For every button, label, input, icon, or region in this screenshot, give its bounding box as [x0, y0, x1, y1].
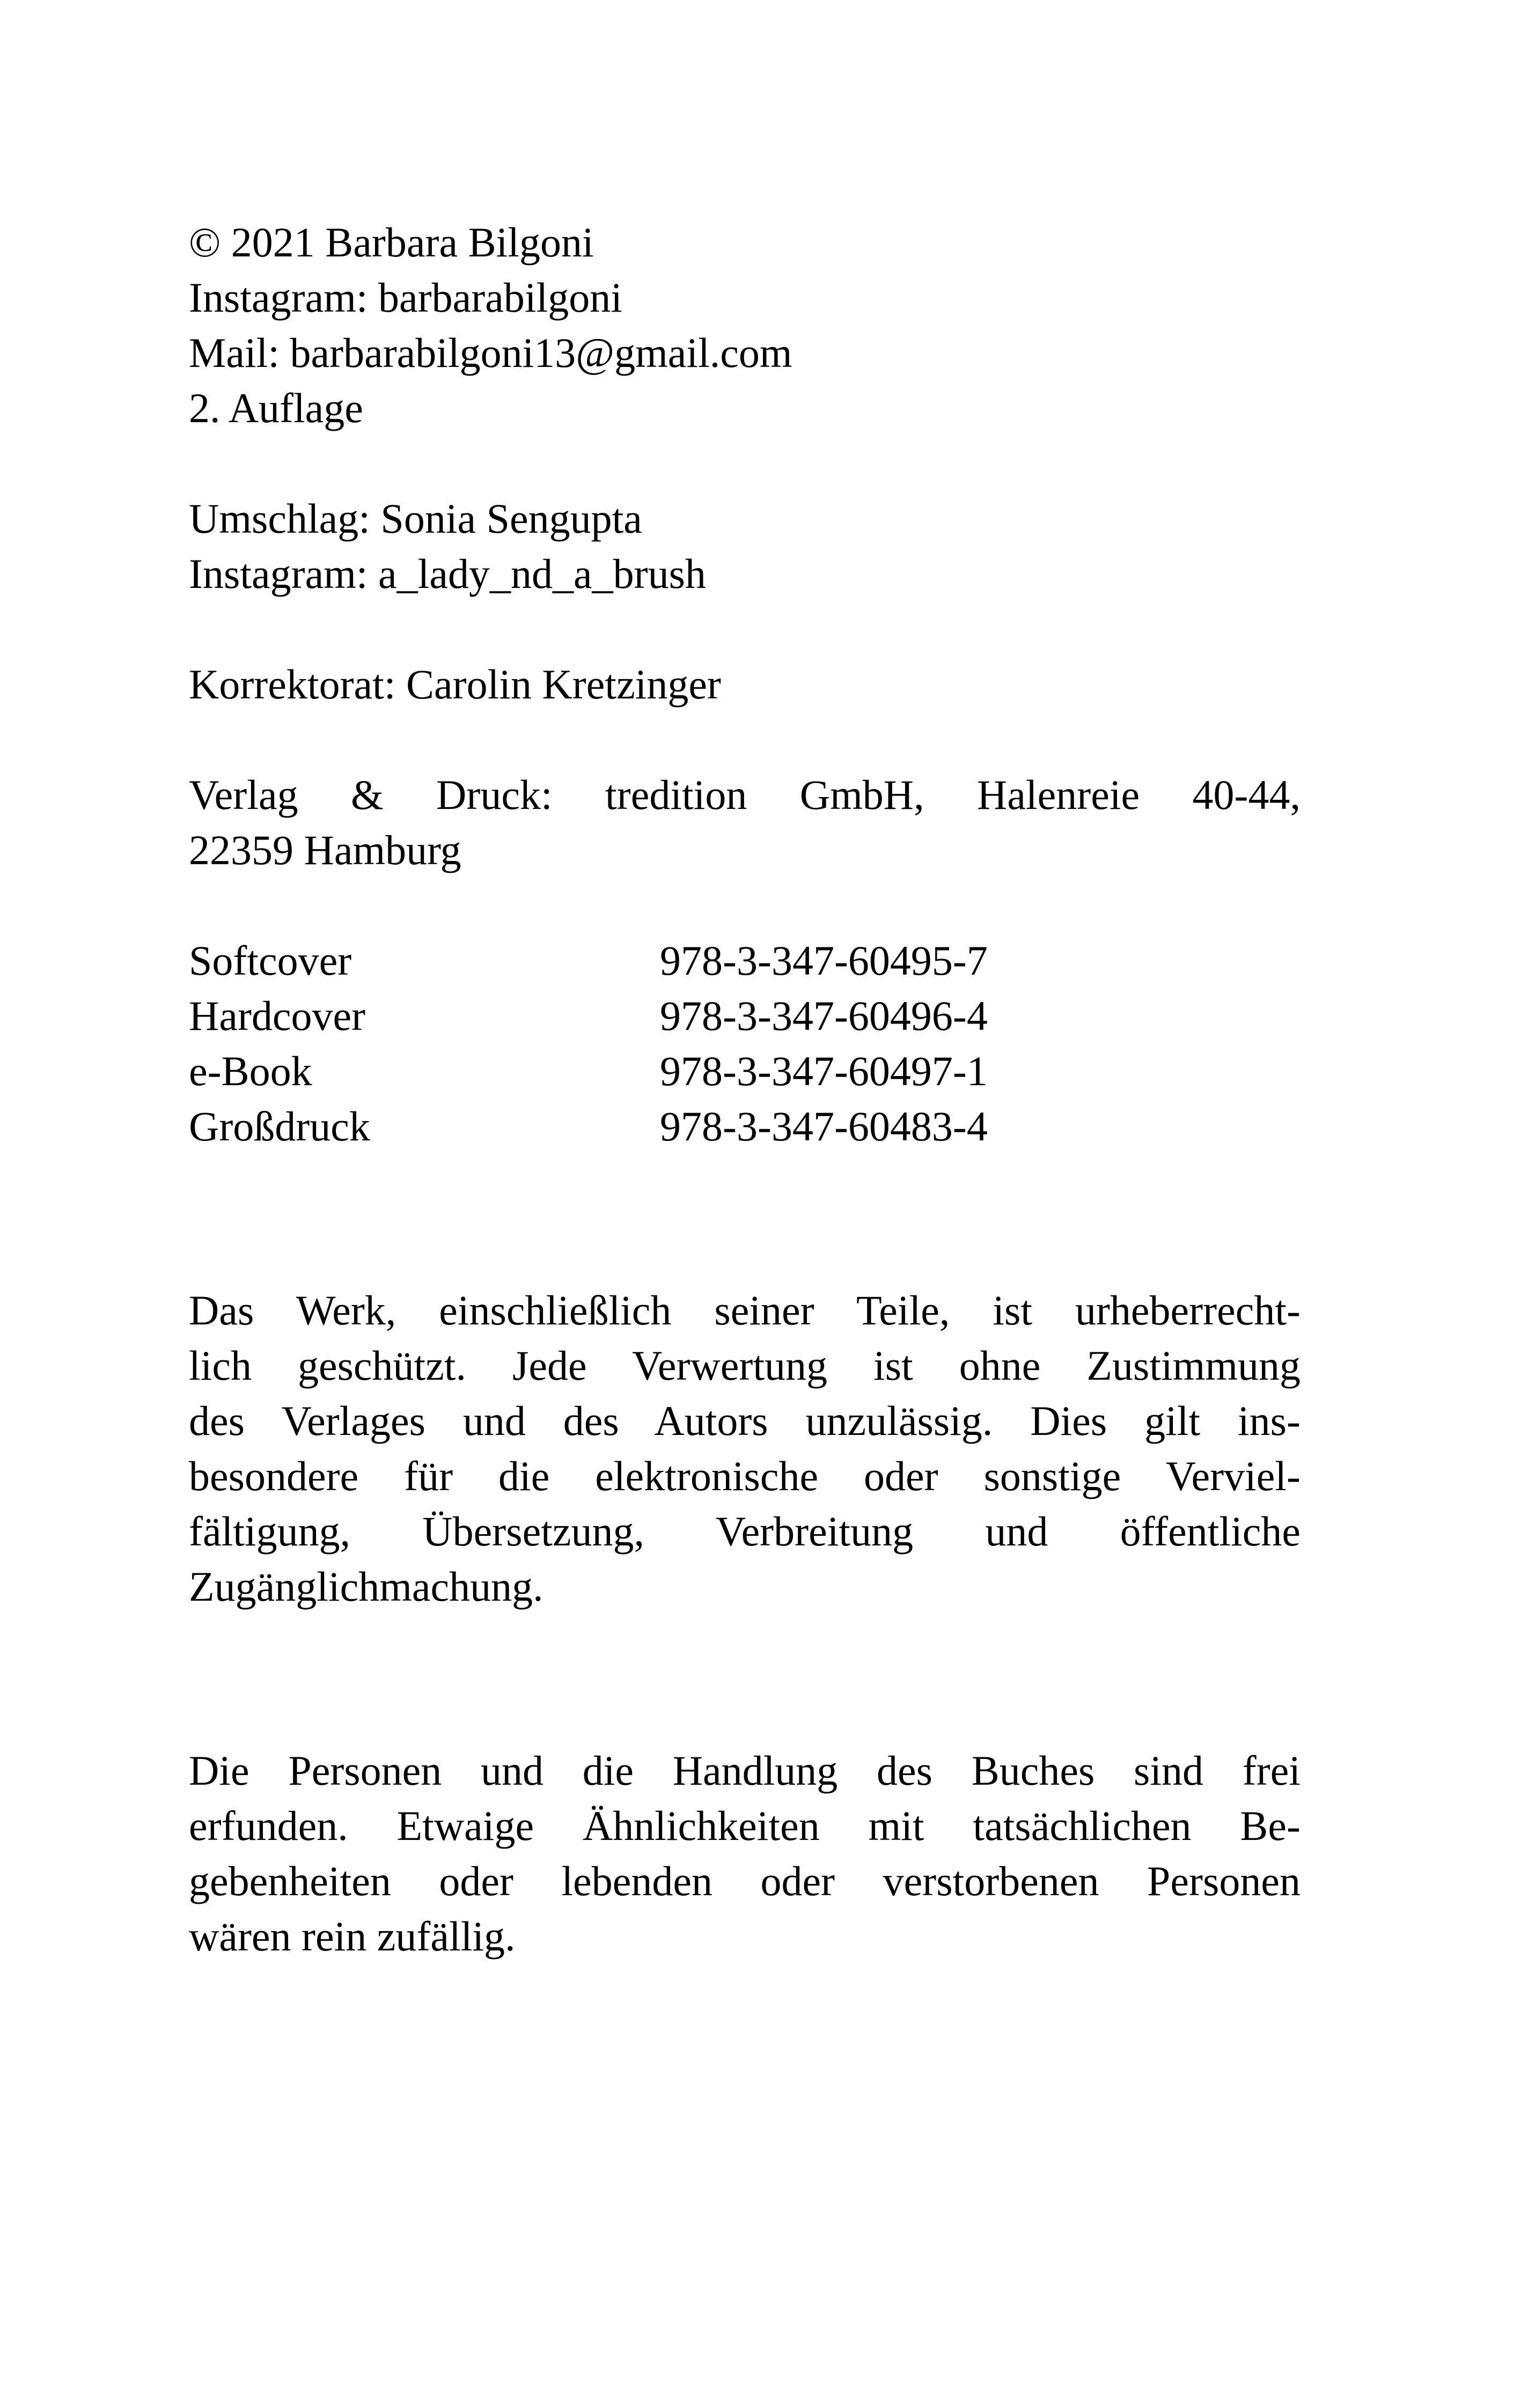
isbn-format: Softcover	[189, 937, 352, 984]
spacer	[189, 1154, 1300, 1283]
disclaimer-line: Die Personen und die Handlung des Buches sind frei	[189, 1747, 1300, 1794]
isbn-table	[189, 933, 988, 1154]
imprint-page-content	[189, 215, 1300, 1964]
isbn-number: 978-3-347-60483-4	[660, 1103, 988, 1150]
cover-instagram: Instagram: a_lady_nd_a_brush	[189, 550, 706, 597]
spacer	[189, 436, 1300, 491]
disclaimer-line: gebenheiten oder lebenden oder verstorbenen Personen	[189, 1858, 1300, 1904]
proofreading-block	[189, 657, 1300, 712]
author-mail: Mail: barbarabilgoni13@gmail.com	[189, 329, 792, 376]
spacer	[189, 601, 1300, 657]
cover-credit-block	[189, 491, 1300, 601]
copyright-line: © 2021 Barbara Bilgoni	[189, 219, 594, 266]
spacer	[189, 1614, 1300, 1743]
isbn-row	[189, 933, 988, 988]
isbn-number: 978-3-347-60497-1	[660, 1048, 988, 1094]
isbn-format: e-Book	[189, 1048, 312, 1094]
publisher-line-2: 22359 Hamburg	[189, 827, 461, 873]
disclaimer-line: erfunden. Etwaige Ähnlichkeiten mit tatsächlichen Be-	[189, 1802, 1300, 1849]
spacer	[189, 712, 1300, 767]
isbn-format: Hardcover	[189, 992, 366, 1039]
edition-line: 2. Auflage	[189, 385, 363, 431]
cover-designer: Umschlag: Sonia Sengupta	[189, 495, 642, 542]
notice-line: lich geschützt. Jede Verwertung ist ohne Zustimmung	[189, 1342, 1300, 1389]
notice-line: Zugänglichmachung.	[189, 1563, 543, 1610]
author-block	[189, 215, 1300, 436]
fiction-disclaimer	[189, 1743, 1300, 1964]
isbn-row	[189, 988, 988, 1043]
notice-line: fältigung, Übersetzung, Verbreitung und öffentliche	[189, 1508, 1300, 1555]
notice-line: Das Werk, einschließlich seiner Teile, ist urheberrecht-	[189, 1287, 1300, 1334]
author-instagram: Instagram: barbarabilgoni	[189, 274, 622, 321]
proofreading-credit: Korrektorat: Carolin Kretzinger	[189, 661, 721, 708]
spacer	[189, 878, 1300, 933]
copyright-notice	[189, 1283, 1300, 1614]
isbn-format: Großdruck	[189, 1103, 370, 1150]
isbn-row	[189, 1043, 988, 1099]
disclaimer-line: wären rein zufällig.	[189, 1913, 516, 1960]
isbn-number: 978-3-347-60496-4	[660, 992, 988, 1039]
notice-line: besondere für die elektronische oder sonstige Verviel-	[189, 1453, 1300, 1499]
publisher-line-1: Verlag & Druck: tredition GmbH, Halenreie 40-44,	[189, 771, 1300, 818]
notice-line: des Verlages und des Autors unzulässig. Dies gilt ins-	[189, 1397, 1300, 1444]
isbn-number: 978-3-347-60495-7	[660, 937, 988, 984]
isbn-row	[189, 1099, 988, 1154]
publisher-block	[189, 767, 1300, 878]
